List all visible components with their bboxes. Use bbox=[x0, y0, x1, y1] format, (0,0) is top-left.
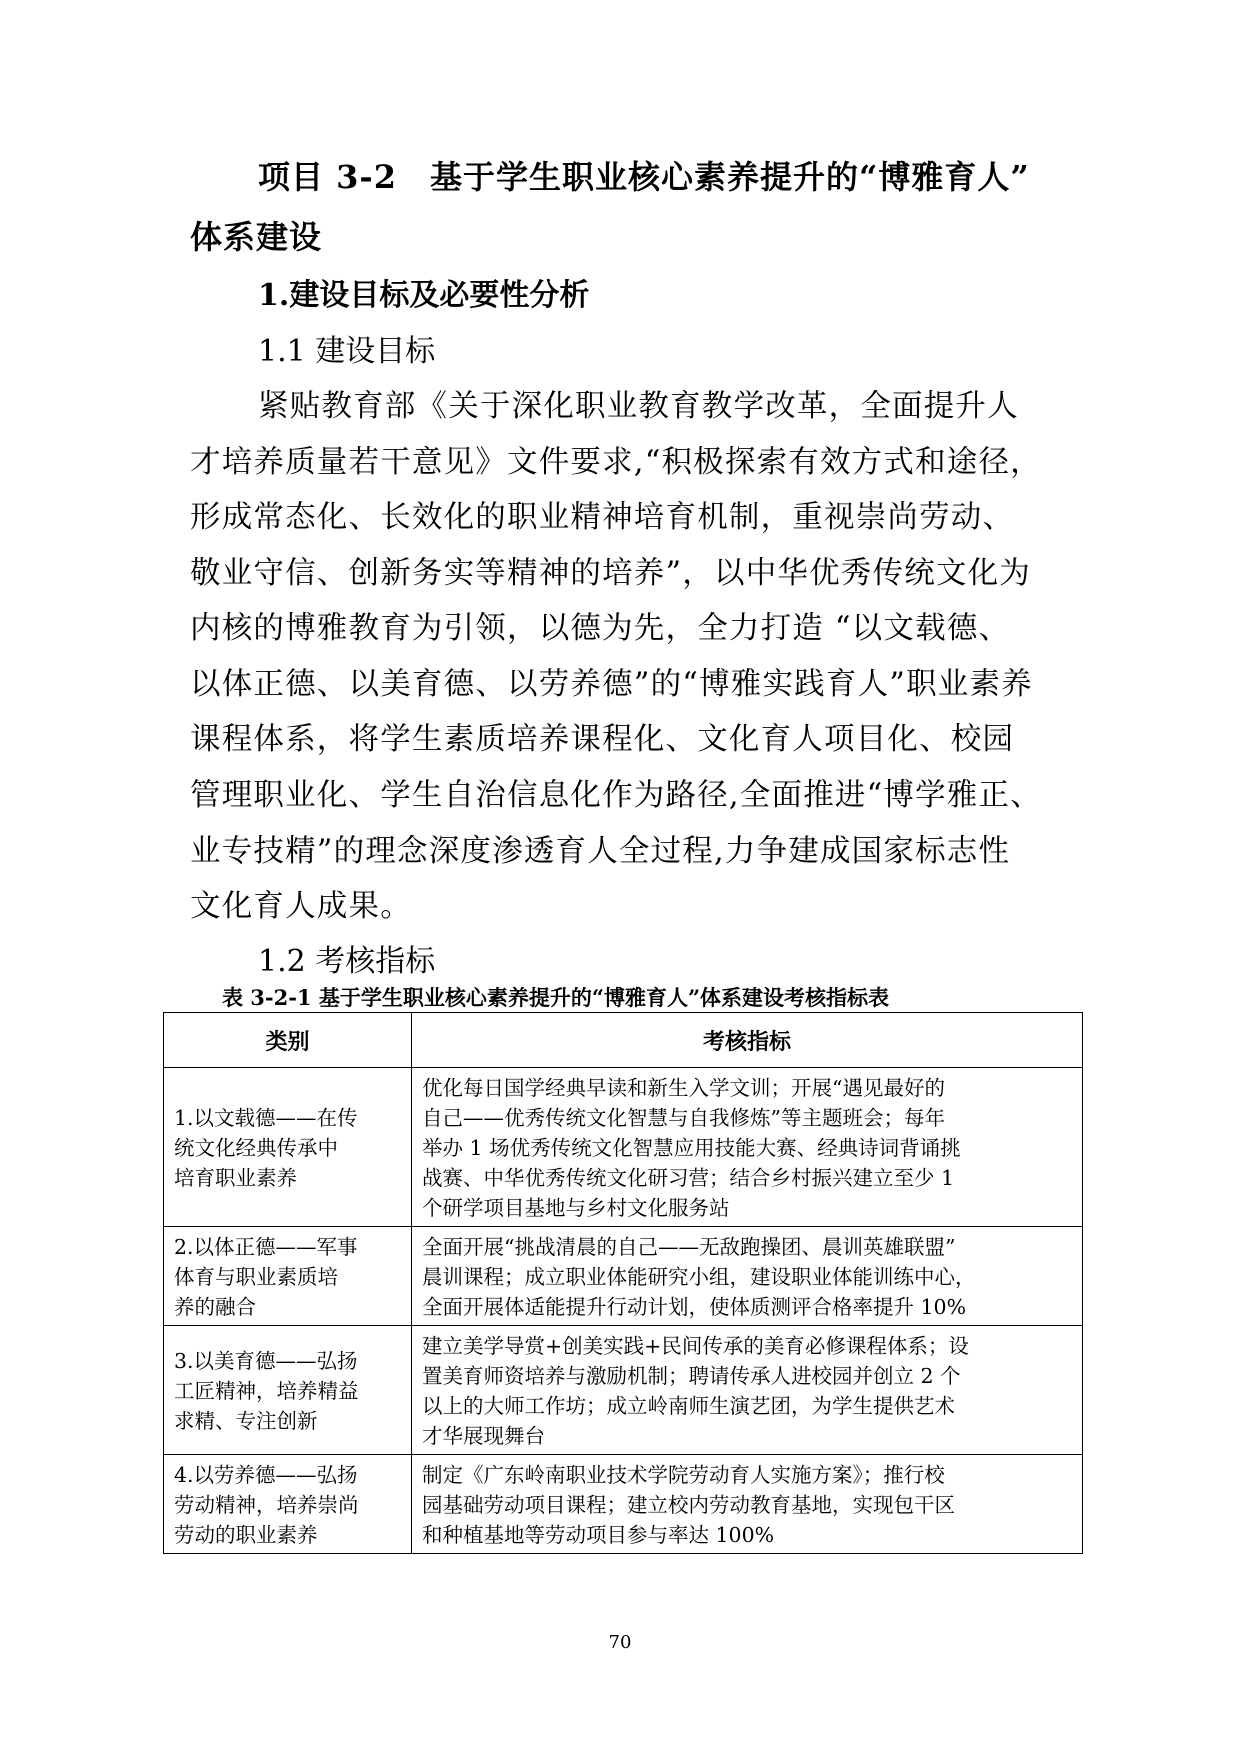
cell-line: 才华展现舞台 bbox=[422, 1424, 545, 1448]
cell-line: 求精、专注创新 bbox=[174, 1409, 318, 1433]
cell-line: 制定《广东岭南职业技术学院劳动育人实施方案》；推行校 bbox=[422, 1463, 945, 1487]
cell-line: 全面开展体适能提升行动计划，使体质测评合格率提升 10% bbox=[422, 1295, 967, 1319]
paragraph-line: 管理职业化、学生自治信息化作为路径,全面推进“博学雅正、 bbox=[190, 778, 1042, 813]
cell-line: 劳动的职业素养 bbox=[174, 1523, 318, 1547]
cell-line: 统文化经典传承中 bbox=[174, 1136, 338, 1160]
page-number: 70 bbox=[608, 1632, 632, 1653]
table-row bbox=[164, 1326, 1083, 1455]
indicator-cell bbox=[412, 1455, 1083, 1554]
indicator-cell bbox=[412, 1068, 1083, 1227]
cell-line: 以上的大师工作坊；成立岭南师生演艺团，为学生提供艺术 bbox=[422, 1394, 955, 1418]
paragraph-line: 文化育人成果。 bbox=[190, 889, 412, 924]
paragraph-line: 课程体系，将学生素质培养课程化、文化育人项目化、校园 bbox=[190, 722, 1015, 757]
category-cell bbox=[164, 1326, 412, 1455]
table-header-row bbox=[164, 1013, 1083, 1068]
paragraph-line: 内核的博雅教育为引领，以德为先，全力打造 “以文载德、 bbox=[190, 611, 1011, 646]
subsection-heading-kpi: 1.2 考核指标 bbox=[258, 944, 436, 979]
cell-line: 自己——优秀传统文化智慧与自我修炼”等主题班会；每年 bbox=[422, 1106, 945, 1130]
table-caption: 表 3-2-1 基于学生职业核心素养提升的“博雅育人”体系建设考核指标表 bbox=[222, 985, 890, 1010]
cell-line: 体育与职业素质培 bbox=[174, 1265, 338, 1289]
cell-line: 晨训课程；成立职业体能研究小组，建设职业体能训练中心， bbox=[422, 1265, 976, 1289]
table-row bbox=[164, 1455, 1083, 1554]
kpi-table bbox=[163, 1012, 1083, 1554]
cell-line: 劳动精神，培养崇尚 bbox=[174, 1493, 359, 1517]
category-cell bbox=[164, 1227, 412, 1326]
header-category: 类别 bbox=[164, 1013, 412, 1068]
cell-line: 置美育师资培养与激励机制；聘请传承人进校园并创立 2 个 bbox=[422, 1364, 961, 1388]
cell-line: 建立美学导赏+创美实践+民间传承的美育必修课程体系；设 bbox=[422, 1334, 969, 1358]
cell-line: 4.以劳养德——弘扬 bbox=[174, 1463, 358, 1487]
category-cell bbox=[164, 1068, 412, 1227]
cell-line: 战赛、中华优秀传统文化研习营；结合乡村振兴建立至少 1 bbox=[422, 1166, 955, 1190]
paragraph-line: 才培养质量若干意见》文件要求,“积极探索有效方式和途径， bbox=[190, 445, 1042, 480]
cell-line: 个研学项目基地与乡村文化服务站 bbox=[422, 1196, 730, 1220]
cell-line: 3.以美育德——弘扬 bbox=[174, 1349, 358, 1373]
cell-line: 2.以体正德——军事 bbox=[174, 1235, 358, 1259]
cell-line: 园基础劳动项目课程；建立校内劳动教育基地，实现包干区 bbox=[422, 1493, 955, 1517]
cell-line: 培育职业素养 bbox=[174, 1166, 297, 1190]
indicator-cell bbox=[412, 1326, 1083, 1455]
paragraph-line: 以体正德、以美育德、以劳养德”的“博雅实践育人”职业素养 bbox=[190, 667, 1033, 702]
section-heading: 1.建设目标及必要性分析 bbox=[258, 278, 590, 313]
table-row bbox=[164, 1068, 1083, 1227]
cell-line: 和种植基地等劳动项目参与率达 100% bbox=[422, 1523, 775, 1547]
subsection-heading-goals: 1.1 建设目标 bbox=[258, 334, 436, 369]
project-title-line-1: 项目 3-2 基于学生职业核心素养提升的“博雅育人” bbox=[258, 158, 1030, 196]
project-title-line-2: 体系建设 bbox=[190, 218, 323, 256]
paragraph-line: 紧贴教育部《关于深化职业教育教学改革，全面提升人 bbox=[258, 389, 1019, 424]
cell-line: 全面开展“挑战清晨的自己——无敌跑操团、晨训英雄联盟” bbox=[422, 1235, 956, 1259]
paragraph-line: 敬业守信、创新务实等精神的培养”，以中华优秀传统文化为 bbox=[190, 556, 1031, 591]
cell-line: 养的融合 bbox=[174, 1295, 256, 1319]
cell-line: 工匠精神，培养精益 bbox=[174, 1379, 359, 1403]
paragraph-line: 业专技精”的理念深度渗透育人全过程,力争建成国家标志性 bbox=[190, 834, 1011, 869]
header-indicator: 考核指标 bbox=[412, 1013, 1083, 1068]
cell-line: 优化每日国学经典早读和新生入学文训；开展“遇见最好的 bbox=[422, 1076, 945, 1100]
cell-line: 举办 1 场优秀传统文化智慧应用技能大赛、经典诗词背诵挑 bbox=[422, 1136, 961, 1160]
cell-line: 1.以文载德——在传 bbox=[174, 1106, 358, 1130]
indicator-cell bbox=[412, 1227, 1083, 1326]
category-cell bbox=[164, 1455, 412, 1554]
paragraph-line: 形成常态化、长效化的职业精神培育机制，重视崇尚劳动、 bbox=[190, 500, 1015, 535]
table-row bbox=[164, 1227, 1083, 1326]
